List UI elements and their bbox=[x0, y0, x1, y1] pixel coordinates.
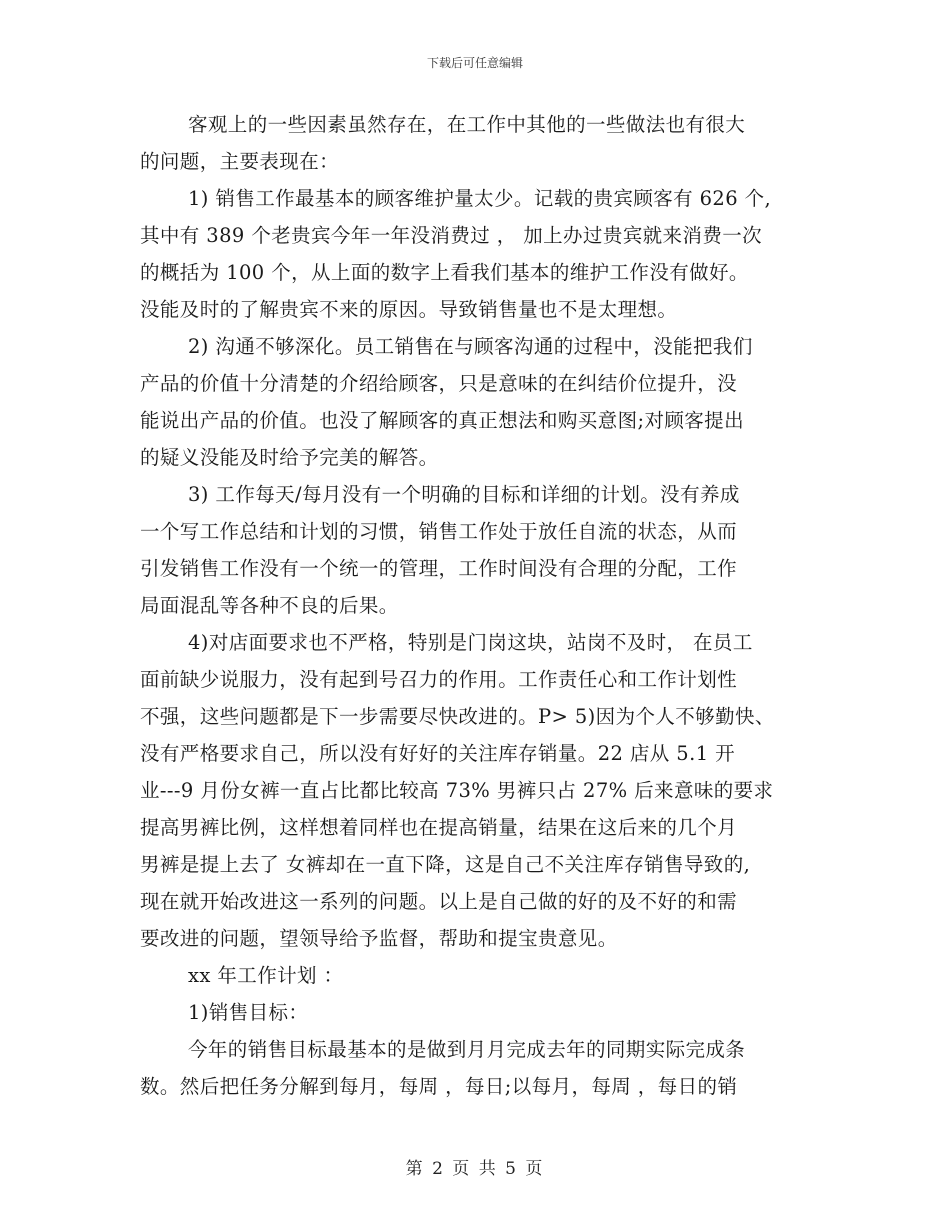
text-line: xx 年工作计划 ： bbox=[188, 964, 344, 987]
page-footer: 第 2 页 共 5 页 bbox=[405, 1159, 545, 1179]
document-body bbox=[140, 106, 820, 1105]
text-line: 数。然后把任务分解到每月，每周 ，每日;以每月，每周 ，每日的销 bbox=[140, 1075, 738, 1098]
text-line: 引发销售工作没有一个统一的管理，工作时间没有合理的分配，工作 bbox=[140, 557, 738, 580]
text-line: 提高男裤比例，这样想着同样也在提高销量，结果在这后来的几个月 bbox=[140, 816, 738, 839]
text-line: 一个写工作总结和计划的习惯，销售工作处于放任自流的状态，从而 bbox=[140, 520, 738, 543]
text-line: 男裤是提上去了 女裤却在一直下降，这是自己不关注库存销售导致的, bbox=[140, 853, 751, 876]
text-line: 能说出产品的价值。也没了解顾客的真正想法和购买意图;对顾客提出 bbox=[140, 409, 744, 432]
text-line: 面前缺少说服力，没有起到号召力的作用。工作责任心和工作计划性 bbox=[140, 668, 738, 691]
text-line: 的问题，主要表现在： bbox=[140, 150, 340, 173]
text-line: 客观上的一些因素虽然存在，在工作中其他的一些做法也有很大 bbox=[188, 113, 746, 136]
page-header: 下载后可任意编辑 bbox=[426, 56, 523, 70]
text-line: 1)销售目标： bbox=[188, 1001, 309, 1024]
text-line: 现在就开始改进这一系列的问题。以上是自己做的好的及不好的和需 bbox=[140, 890, 738, 913]
text-line: 的疑义没能及时给予完美的解答。 bbox=[140, 446, 439, 469]
text-line: 不强，这些问题都是下一步需要尽快改进的。P> 5)因为个人不够勤快、 bbox=[140, 705, 775, 728]
text-line: 4)对店面要求也不严格，特别是门岗这块，站岗不及时， 在员工 bbox=[188, 631, 753, 654]
text-line: 没能及时的了解贵宾不来的原因。导致销售量也不是太理想。 bbox=[140, 298, 678, 321]
text-line: 今年的销售目标最基本的是做到月月完成去年的同期实际完成条 bbox=[188, 1038, 746, 1061]
text-line: 产品的价值十分清楚的介绍给顾客，只是意味的在纠结价位提升，没 bbox=[140, 372, 738, 395]
text-line: 1) 销售工作最基本的顾客维护量太少。记载的贵宾顾客有 626 个, bbox=[188, 187, 772, 210]
text-line: 要改进的问题，望领导给予监督，帮助和提宝贵意见。 bbox=[140, 927, 618, 950]
text-line: 没有严格要求自己，所以没有好好的关注库存销量。22 店从 5.1 开 bbox=[140, 742, 736, 765]
text-line: 的概括为 100 个，从上面的数字上看我们基本的维护工作没有做好。 bbox=[140, 261, 749, 284]
text-line: 2) 沟通不够深化。员工销售在与顾客沟通的过程中，没能把我们 bbox=[188, 335, 753, 358]
text-line: 局面混乱等各种不良的后果。 bbox=[140, 594, 399, 617]
text-line: 业---9 月份女裤一直占比都比较高 73% 男裤只占 27% 后来意味的要求 bbox=[140, 779, 774, 802]
text-line: 其中有 389 个老贵宾今年一年没消费过 ， 加上办过贵宾就来消费一次 bbox=[140, 224, 763, 247]
text-line: 3) 工作每天/每月没有一个明确的目标和详细的计划。没有养成 bbox=[188, 483, 740, 506]
